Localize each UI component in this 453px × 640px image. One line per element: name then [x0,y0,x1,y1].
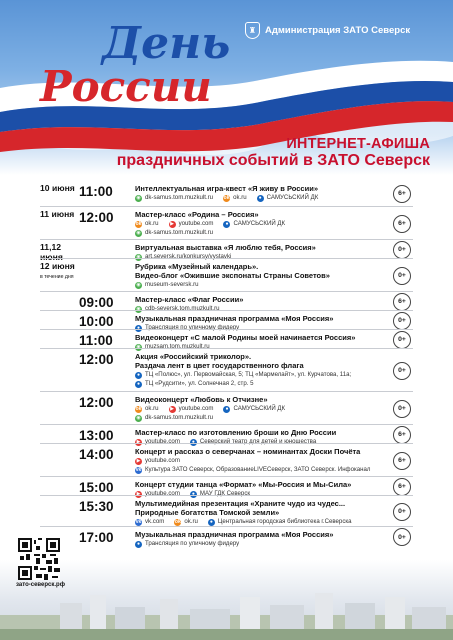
event-row [40,329,413,348]
event-link: САМУСЬСКИЙ ДК [266,194,319,201]
event-link[interactable]: dk-samus.tom.muzkult.ru [145,414,214,421]
event-details [135,352,390,388]
event-row [40,258,413,291]
event-link[interactable]: dk-samus.tom.muzkult.ru [145,194,214,201]
age-rating-badge: 6+ [393,185,411,203]
odnoklassniki-icon: ok [135,405,142,412]
event-details [135,210,390,237]
event-time: 12:00 [79,210,114,225]
title-line-2: России [40,62,212,111]
location-icon: ● [191,490,195,497]
web-icon: ◉ [136,281,141,288]
event-title: Мультимедийная презентация «Храните чудо из чудес... [135,499,346,508]
age-rating-badge: 0+ [393,267,411,285]
event-row [40,181,413,206]
odnoklassniki-icon: ok [223,194,230,201]
web-icon: ◉ [136,305,141,312]
event-link[interactable]: art.seversk.ru/konkursy/vystavki [145,253,232,260]
event-link[interactable]: vk.com [145,518,165,525]
age-rating-badge: 0+ [393,503,411,521]
event-row [40,239,413,262]
age-rating-badge: 0+ [393,400,411,418]
event-link[interactable]: ok.ru [145,220,159,227]
event-links [135,281,390,289]
event-links [135,414,390,422]
age-rating-badge: 0+ [393,241,411,259]
event-row [40,495,413,526]
event-link[interactable]: Культура ЗАТО Северск, ОбразованиеLIVEСеверск, ЗАТО Северск. Инфоканал [145,466,371,473]
web-icon: ◉ [136,414,141,421]
heading-line-1: ИНТЕРНЕТ-АФИША [286,136,430,152]
event-date-text: 12 июня [40,261,75,271]
event-time: 12:00 [79,352,114,367]
location-icon: ● [225,220,229,227]
event-title: Виртуальная выставка «Я люблю тебя, Россия» [135,243,316,252]
age-rating-badge: 0+ [393,331,411,349]
event-link[interactable]: muzsam.tom.muzkult.ru [145,343,210,350]
event-title: Мастер-класс «Флаг России» [135,295,244,304]
event-link[interactable]: dk-samus.tom.muzkult.ru [145,229,214,236]
event-link[interactable]: ok.ru [233,194,247,201]
event-title: Рубрика «Музейный календарь». [135,262,259,271]
location-icon: ● [136,540,141,547]
age-rating-badge: 6+ [393,478,411,496]
age-rating-badge: 6+ [393,426,411,444]
event-title: Природные богатства Томской земли» [135,508,280,517]
event-links [135,466,390,474]
event-title: Раздача лент в цвет государственного флага [135,361,304,370]
age-rating-badge: 0+ [393,362,411,380]
location-icon: ● [191,438,195,445]
event-link[interactable]: ok.ru [184,518,198,525]
title-line-1: День [102,18,231,69]
web-icon: ◉ [136,253,141,260]
event-links [135,194,390,202]
coat-of-arms-icon: ♜ [245,22,260,39]
youtube-icon: ▶ [170,220,174,227]
administration-name: Администрация ЗАТО Северск [265,25,411,36]
event-row [40,348,413,391]
age-rating-badge: 0+ [393,528,411,546]
age-rating-badge: 0+ [393,312,411,330]
event-link: САМУСЬСКИЙ ДК [233,220,286,227]
age-rating-badge: 6+ [393,452,411,470]
event-row [40,206,413,239]
event-row [40,476,413,495]
youtube-icon: ▶ [136,438,141,445]
location-icon: ● [225,405,229,412]
age-rating-badge: 6+ [393,293,411,311]
event-row [40,310,413,329]
event-link[interactable]: cdb-seversk.tom.muzkult.ru [145,305,220,312]
event-details [135,184,390,202]
event-link: САМУСЬСКИЙ ДК [233,405,286,412]
event-date [40,184,76,194]
event-links [135,220,390,228]
event-details [135,395,390,422]
event-date [40,262,76,280]
event-link[interactable]: youtube.com [178,220,214,227]
event-links [135,405,390,413]
qr-site-label: зато-северск.рф [16,582,65,588]
event-title: Музыкальная праздничная программа «Моя Россия» [135,530,334,539]
event-time: 12:00 [79,395,114,410]
location-icon: ● [136,380,141,387]
event-title: Видео-блог «Ожившие экспонаты Страны Советов» [135,271,330,280]
event-title: Видеоконцерт «С малой Родины моей начинается Россия» [135,333,356,342]
event-date-note: в течение дня [40,273,74,280]
event-details [135,447,390,474]
event-time: 11:00 [79,184,113,199]
odnoklassniki-icon: ok [174,518,181,525]
age-rating-badge: 6+ [393,215,411,233]
event-date-text: 11,12 июня [40,242,63,262]
location-icon: ● [136,371,141,378]
event-links [135,540,390,548]
event-row [40,291,413,310]
odnoklassniki-icon: ok [135,220,142,227]
event-title: Концерт и рассказ о северчанах – номинантах Доски Почёта [135,447,361,456]
event-title: Видеоконцерт «Любовь к Отчизне» [135,395,268,404]
event-row [40,391,413,424]
event-details [135,530,390,548]
youtube-icon: ▶ [136,457,141,464]
event-link: Северский театр для детей и юношества [199,438,317,445]
city-skyline-image [0,585,453,640]
administration-header [245,22,410,39]
event-link: Центральная городская библиотека г.Северска [217,518,352,525]
event-links [135,380,390,388]
web-icon: ◉ [136,194,141,201]
event-title: Мастер-класс по изготовлению броши ко Дню России [135,428,337,437]
event-link: ТЦ «Полюс», ул. Первомайская, 5; ТЦ «Мармелайт», ул. Курчатова, 11а; [145,371,352,378]
location-icon: ● [136,324,141,331]
location-icon: ● [258,194,262,201]
event-link[interactable]: youtube.com [145,490,180,497]
event-date-text: 11 июня [40,209,75,219]
event-details [135,262,390,289]
event-link: Трансляция по уличному фидеру [145,540,240,547]
event-date-text: 10 июня [40,183,75,193]
event-link[interactable]: ok.ru [145,405,159,412]
vk-icon: vk [135,466,142,473]
event-link: ТЦ «Рудсити», ул. Солнечная 2, стр. 5 [145,380,254,387]
event-time: 11:00 [79,333,113,348]
event-date [40,210,76,220]
event-link[interactable]: museum-seversk.ru [145,281,199,288]
event-row [40,443,413,476]
event-time: 09:00 [79,295,114,310]
event-time: 15:30 [79,499,114,514]
event-link[interactable]: youtube.com [145,457,180,464]
location-icon: ● [209,518,213,525]
event-link: Трансляция по уличному фидеру [145,324,240,331]
event-link: МАУ ГДК Северск [199,490,251,497]
qr-code-icon[interactable] [18,538,60,580]
web-icon: ◉ [136,343,141,350]
event-time: 17:00 [79,530,114,545]
youtube-icon: ▶ [136,490,141,497]
event-links [135,518,390,526]
event-links [135,457,390,465]
event-title: Концерт студии танца «Формат» «Мы-Россия и Мы-Сила» [135,480,352,489]
event-time: 13:00 [79,428,114,443]
vk-icon: vk [135,518,142,525]
event-link[interactable]: youtube.com [145,438,180,445]
event-time: 15:00 [79,480,114,495]
event-title: Мастер-класс «Родина – Россия» [135,210,259,219]
event-details [135,499,390,526]
web-icon: ◉ [136,229,141,236]
event-links [135,229,390,237]
event-link[interactable]: youtube.com [178,405,214,412]
event-title: Интеллектуальная игра-квест «Я живу в России» [135,184,318,193]
event-title: Музыкальная праздничная программа «Моя Россия» [135,314,334,323]
event-time: 14:00 [79,447,114,462]
event-time: 10:00 [79,314,114,329]
event-row [40,526,413,546]
heading-line-2: праздничных событий в ЗАТО Северск [116,152,430,169]
event-row [40,424,413,443]
event-links [135,371,390,379]
youtube-icon: ▶ [170,405,174,412]
holiday-title [40,18,280,128]
event-title: Акция «Российский триколор». [135,352,252,361]
